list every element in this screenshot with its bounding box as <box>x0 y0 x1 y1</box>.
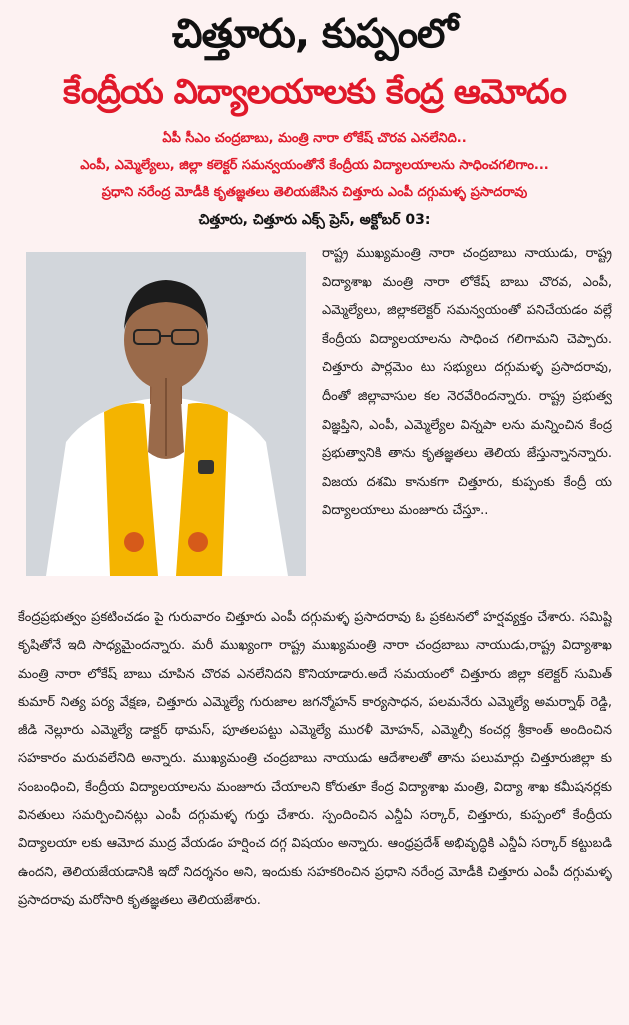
article-body-text: కేంద్రప్రభుత్వం ప్రకటించడం పై గురువారం చిత్తూరు ఎంపీ దగ్గుమళ్ళ ప్రసాదరావు ఓ ప్రకటనలో హర్షవ్యక్తం చేశారు. సమిష్టి కృషితోనే ఇది సాధ్యమైందన్నారు. మరీ ముఖ్యంగా రాష్ట్ర ముఖ్యమంత్రి నారా చంద్రబాబు నాయుడు,రాష్ట్ర విద్యాశాఖ మంత్రి నారా లోకేష్ బాబు చూపిన చొరవ ఎనలేనిదని కొనియాడారు.అదే సమయంలో చిత్తూరు జిల్లా కలెక్టర్ సుమిత్ కుమార్ నిత్య పర్య వేక్షణ, చిత్తూరు ఎమ్మెల్యే గురుజాల జగన్మోహన్ కార్యసాధన, పలమనేరు ఎమ్మెల్యే అమర్నాథ్ రెడ్డి, జీడి నెల్లూరు ఎమ్మెల్యే డాక్టర్ థామస్, పూతలపట్టు ఎమ్మెల్యే మురళీ మోహన్, ఎమ్మెల్సీ కంచర్ల శ్రీకాంత్ అందించిన సహకారం మరువలేనిది అన్నారు. ముఖ్యమంత్రి చంద్రబాబు నాయుడు ఆదేశాలతో తాను పలుమార్లు చిత్తూరుజిల్లా కు సంబంధించి, కేంద్రీయ విద్యాలయాలను మంజూరు చేయాలని కోరుతూ కేంద్ర విద్యాశాఖ మంత్రి, విద్యా శాఖ కమీషనర్లకు వినతులు సమర్పించినట్లు ఎంపీ దగ్గుమళ్ళ గుర్తు చేశారు. స్పందించిన ఎన్డీఏ సర్కార్, చిత్తూరు, కుప్పంలో కేంద్రీయ విద్యాలయా లకు ఆమోద ముద్ర వేయడం హర్షించ దగ్గ విషయం అన్నారు. ఆంధ్రప్రదేశ్ అభివృద్ధికి ఎన్డీఏ సర్కార్ కట్టుబడి ఉందని, తెలియజేయడానికి ఇదో నిదర్శనం అని, ఇందుకు సహకరించిన ప్రధాని నరేంద్ర మోడీకి చిత్తూరు ఎంపీ దగ్గుమళ్ళ ప్రసాదరావు మరోసారి కృతజ్ఞతలు తెలియజేశారు. <box>18 610 612 908</box>
headline-line-1: చిత్తూరు, కుప్పంలో <box>171 11 458 57</box>
dateline: చిత్తూరు, చిత్తూరు ఎక్స్ ప్రెస్, అక్టోబర్ 03: <box>198 212 431 228</box>
mp-portrait-photo <box>26 252 306 576</box>
clipping-bottom-edge <box>0 1016 629 1025</box>
subhead-1: ఏపీ సీఎం చంద్రబాబు, మంత్రి నారా లోకేష్ చొరవ ఎనలేనిది.. <box>162 131 467 146</box>
headline-line-2: కేంద్రీయ విద్యాలయాలకు కేంద్ర ఆమోదం <box>63 72 566 112</box>
portrait-illustration <box>26 252 306 576</box>
article-column-text: రాష్ట్ర ముఖ్యమంత్రి నారా చంద్రబాబు నాయుడు, రాష్ట్ర విద్యాశాఖ మంత్రి నారా లోకేష్ బాబు చొరవ, ఎంపీ, ఎమ్మెల్యేలు, జిల్లాకలెక్టర్ సమన్వయంతో పనిచేయడం వల్లే కేంద్రీయ విద్యాలయాలను సాధించ గలిగామని చెప్పారు. చిత్తూరు పార్లమెం టు సభ్యులు దగ్గుమళ్ళ ప్రసాదరావు, దీంతో జిల్లావాసుల కల నెరవేరిందన్నారు. రాష్ట్ర ప్రభుత్వ విజ్ఞప్తిని, ఎంపీ, ఎమ్మెల్యేల విన్నపా లను మన్నించిన కేంద్ర ప్రభుత్వానికి తాను కృతజ్ఞతలు తెలియ జేస్తున్నానన్నారు. విజయ దశమి కానుకగా చిత్తూరు, కుప్పంకు కేంద్రీ య విద్యాలయాలు మంజూరు చేస్తూ.. <box>322 246 612 519</box>
subhead-3: ప్రధాని నరేంద్ర మోడీకి కృతజ్ఞతలు తెలియజేసిన చిత్తూరు ఎంపీ దగ్గుమళ్ళ ప్రసాదరావు <box>101 185 528 200</box>
subhead-2: ఎంపీ, ఎమ్మెల్యేలు, జిల్లా కలెక్టర్ సమన్వయంతోనే కేంద్రీయ విద్యాలయాలను సాధించగలిగాం... <box>80 158 549 173</box>
